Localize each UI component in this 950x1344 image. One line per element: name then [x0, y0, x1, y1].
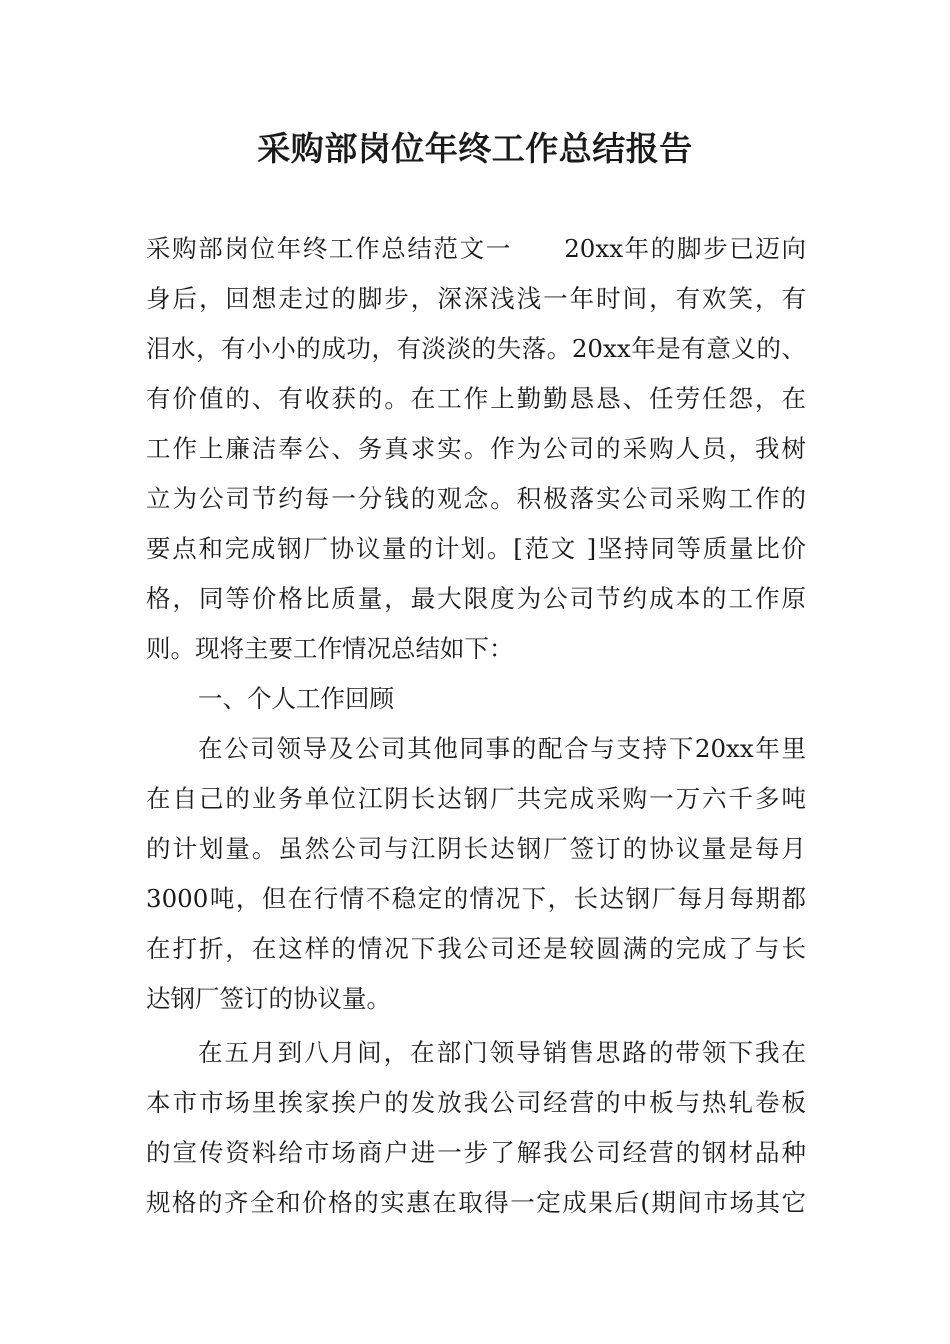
section-heading: 一、个人工作回顾	[198, 684, 394, 713]
text-line: 规格的齐全和价格的实惠在取得一定成果后(期间市场其它	[146, 1188, 806, 1217]
text-line: 采购部岗位年终工作总结范文一 20xx年的脚步已迈向	[146, 234, 806, 263]
document-body	[146, 224, 806, 1228]
text-line: 本市市场里挨家挨户的发放我公司经营的中板与热轧卷板	[146, 1088, 806, 1117]
text-line: 要点和完成钢厂协议量的计划。[范文 ]坚持同等质量比价	[146, 534, 806, 563]
text-line: 3000吨，但在行情不稳定的情况下，长达钢厂每月每期都	[146, 884, 806, 913]
text-line: 有价值的、有收获的。在工作上勤勤恳恳、任劳任怨，在	[146, 384, 806, 413]
text-line: 则。现将主要工作情况总结如下：	[146, 634, 514, 663]
text-line: 泪水，有小小的成功，有淡淡的失落。20xx年是有意义的、	[146, 334, 806, 363]
text-line: 的计划量。虽然公司与江阴长达钢厂签订的协议量是每月	[146, 834, 806, 863]
text-line: 格，同等价格比质量，最大限度为公司节约成本的工作原	[146, 584, 806, 613]
text-line: 的宣传资料给市场商户进一步了解我公司经营的钢材品种	[146, 1138, 806, 1167]
text-line: 身后，回想走过的脚步，深深浅浅一年时间，有欢笑，有	[146, 284, 806, 313]
document-title: 采购部岗位年终工作总结报告	[257, 129, 693, 168]
text-line: 工作上廉洁奉公、务真求实。作为公司的采购人员，我树	[146, 434, 806, 463]
text-line: 立为公司节约每一分钱的观念。积极落实公司采购工作的	[146, 484, 806, 513]
text-line: 在自己的业务单位江阴长达钢厂共完成采购一万六千多吨	[146, 784, 806, 813]
text-line: 达钢厂签订的协议量。	[146, 984, 391, 1013]
text-line: 在公司领导及公司其他同事的配合与支持下20xx年里	[198, 734, 806, 763]
text-line: 在五月到八月间，在部门领导销售思路的带领下我在	[198, 1038, 806, 1067]
text-line: 在打折，在这样的情况下我公司还是较圆满的完成了与长	[146, 934, 806, 963]
